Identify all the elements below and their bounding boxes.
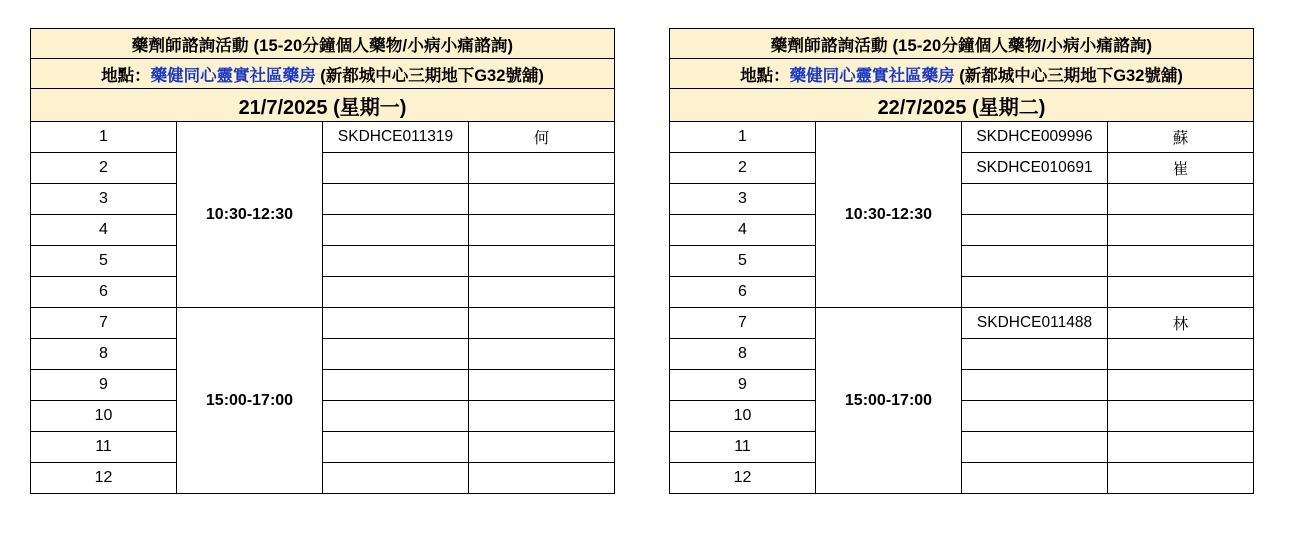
session-time: 10:30-12:30 <box>177 122 323 308</box>
booking-name[interactable] <box>469 215 615 246</box>
table-row <box>31 122 615 153</box>
booking-name[interactable] <box>1108 215 1254 246</box>
booking-code[interactable] <box>323 184 469 215</box>
booking-name[interactable] <box>469 401 615 432</box>
booking-code[interactable]: SKDHCE009996 <box>962 122 1108 153</box>
table-row <box>31 184 615 215</box>
panel-title: 藥劑師諮詢活動 (15-20分鐘個人藥物/小病小痛諮詢) <box>670 29 1254 59</box>
booking-code[interactable] <box>323 339 469 370</box>
slot-number: 10 <box>31 401 177 432</box>
table-row <box>670 153 1254 184</box>
booking-name[interactable] <box>469 339 615 370</box>
booking-name[interactable] <box>469 246 615 277</box>
table-row <box>31 401 615 432</box>
booking-code[interactable] <box>323 463 469 494</box>
slot-number: 1 <box>670 122 816 153</box>
booking-code[interactable] <box>323 401 469 432</box>
booking-code[interactable] <box>323 246 469 277</box>
booking-code[interactable] <box>962 401 1108 432</box>
location-prefix: 地點： <box>101 66 151 85</box>
schedule-table-day1 <box>30 28 615 494</box>
table-row <box>670 122 1254 153</box>
location-highlight: 藥健同心靈實社區藥房 <box>150 66 316 85</box>
table-row <box>31 277 615 308</box>
slot-number: 2 <box>670 153 816 184</box>
table-row <box>670 215 1254 246</box>
slot-number: 6 <box>31 277 177 308</box>
session-time: 15:00-17:00 <box>816 308 962 494</box>
slot-number: 2 <box>31 153 177 184</box>
schedule-body-day1 <box>31 29 615 494</box>
header-row-title <box>670 29 1254 59</box>
slot-number: 11 <box>31 432 177 463</box>
slot-number: 4 <box>31 215 177 246</box>
booking-code[interactable]: SKDHCE011319 <box>323 122 469 153</box>
session-time: 10:30-12:30 <box>816 122 962 308</box>
slot-number: 9 <box>670 370 816 401</box>
table-row <box>31 432 615 463</box>
booking-name[interactable] <box>469 370 615 401</box>
location-prefix: 地點： <box>740 66 790 85</box>
booking-name[interactable] <box>1108 339 1254 370</box>
slot-number: 3 <box>670 184 816 215</box>
slot-number: 10 <box>670 401 816 432</box>
booking-code[interactable]: SKDHCE010691 <box>962 153 1108 184</box>
table-row <box>31 153 615 184</box>
booking-name[interactable] <box>1108 401 1254 432</box>
booking-name[interactable]: 崔 <box>1108 153 1254 184</box>
slot-number: 11 <box>670 432 816 463</box>
slot-number: 9 <box>31 370 177 401</box>
panel-location <box>31 59 615 89</box>
slot-number: 12 <box>31 463 177 494</box>
table-row <box>31 246 615 277</box>
panel-date: 21/7/2025 (星期一) <box>31 89 615 122</box>
header-row-date <box>670 89 1254 122</box>
booking-code[interactable] <box>962 246 1108 277</box>
panel-date: 22/7/2025 (星期二) <box>670 89 1254 122</box>
header-row-date <box>31 89 615 122</box>
booking-name[interactable] <box>1108 370 1254 401</box>
booking-code[interactable] <box>962 184 1108 215</box>
booking-code[interactable]: SKDHCE011488 <box>962 308 1108 339</box>
booking-name[interactable] <box>469 432 615 463</box>
booking-name[interactable] <box>469 308 615 339</box>
header-row-title <box>31 29 615 59</box>
schedule-body-day2 <box>670 29 1254 494</box>
booking-name[interactable] <box>1108 184 1254 215</box>
panel-location <box>670 59 1254 89</box>
booking-name[interactable] <box>1108 277 1254 308</box>
location-highlight: 藥健同心靈實社區藥房 <box>789 66 955 85</box>
booking-name[interactable] <box>469 277 615 308</box>
slot-number: 5 <box>670 246 816 277</box>
schedule-panel-day2 <box>669 28 1254 494</box>
schedule-panel-day1 <box>30 28 615 494</box>
slot-number: 3 <box>31 184 177 215</box>
booking-name[interactable] <box>1108 432 1254 463</box>
slot-number: 8 <box>31 339 177 370</box>
table-row <box>670 370 1254 401</box>
table-row <box>670 246 1254 277</box>
slot-number: 7 <box>670 308 816 339</box>
table-row <box>31 370 615 401</box>
session-time: 15:00-17:00 <box>177 308 323 494</box>
booking-name[interactable]: 何 <box>469 122 615 153</box>
booking-name[interactable] <box>1108 463 1254 494</box>
slot-number: 1 <box>31 122 177 153</box>
booking-name[interactable] <box>469 153 615 184</box>
slot-number: 5 <box>31 246 177 277</box>
table-row <box>31 215 615 246</box>
header-row-location <box>31 59 615 89</box>
booking-code[interactable] <box>962 463 1108 494</box>
booking-code[interactable] <box>962 215 1108 246</box>
booking-code[interactable] <box>962 277 1108 308</box>
table-row <box>670 277 1254 308</box>
booking-name[interactable] <box>469 463 615 494</box>
slot-number: 6 <box>670 277 816 308</box>
table-row <box>670 339 1254 370</box>
booking-code[interactable] <box>323 432 469 463</box>
slot-number: 7 <box>31 308 177 339</box>
table-row <box>670 463 1254 494</box>
schedule-table-day2 <box>669 28 1254 494</box>
booking-code[interactable] <box>962 432 1108 463</box>
booking-name[interactable] <box>1108 246 1254 277</box>
booking-name[interactable] <box>469 184 615 215</box>
location-suffix: (新都城中心三期地下G32號舖) <box>315 66 544 85</box>
booking-code[interactable] <box>962 370 1108 401</box>
booking-code[interactable] <box>962 339 1108 370</box>
table-row <box>31 339 615 370</box>
booking-name[interactable]: 林 <box>1108 308 1254 339</box>
table-row <box>31 308 615 339</box>
booking-code[interactable] <box>323 370 469 401</box>
slot-number: 12 <box>670 463 816 494</box>
table-row <box>670 308 1254 339</box>
table-row <box>670 184 1254 215</box>
table-row <box>670 401 1254 432</box>
location-suffix: (新都城中心三期地下G32號舖) <box>954 66 1183 85</box>
booking-code[interactable] <box>323 215 469 246</box>
booking-name[interactable]: 蘇 <box>1108 122 1254 153</box>
slot-number: 8 <box>670 339 816 370</box>
booking-code[interactable] <box>323 277 469 308</box>
slot-number: 4 <box>670 215 816 246</box>
booking-code[interactable] <box>323 153 469 184</box>
table-row <box>31 463 615 494</box>
header-row-location <box>670 59 1254 89</box>
table-row <box>670 432 1254 463</box>
panel-title: 藥劑師諮詢活動 (15-20分鐘個人藥物/小病小痛諮詢) <box>31 29 615 59</box>
booking-code[interactable] <box>323 308 469 339</box>
